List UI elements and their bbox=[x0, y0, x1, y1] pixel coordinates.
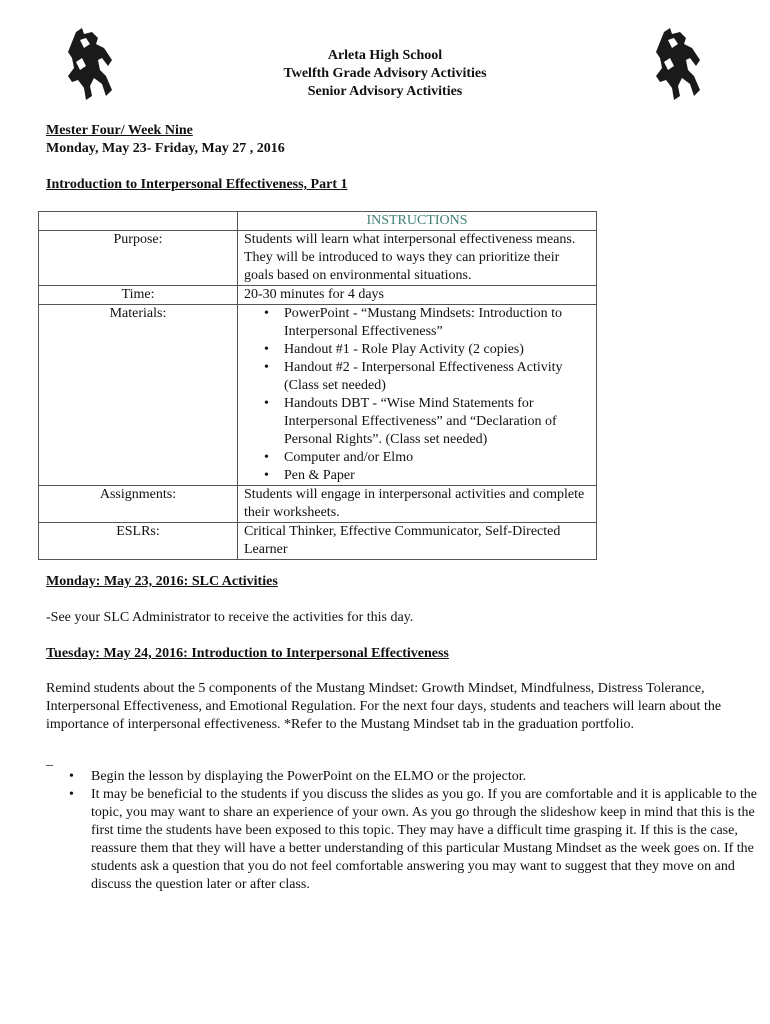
purpose-label: Purpose: bbox=[39, 231, 238, 286]
school-name: Arleta High School bbox=[327, 48, 443, 63]
list-item: • Handout #1 - Role Play Activity (2 copies) bbox=[284, 341, 590, 359]
monday-title: Monday: May 23, 2016: SLC Activities bbox=[46, 574, 278, 589]
table-row-eslrs bbox=[39, 523, 597, 560]
intro-title: Introduction to Interpersonal Effectiveness, Part 1 bbox=[46, 177, 348, 192]
table-row-materials bbox=[39, 305, 597, 486]
table-header-row bbox=[39, 212, 597, 231]
assignments-label: Assignments: bbox=[39, 486, 238, 523]
instructions-table bbox=[38, 211, 597, 560]
assignments-value: Students will engage in interpersonal activities and complete their worksheets. bbox=[238, 486, 597, 523]
eslrs-label: ESLRs: bbox=[39, 523, 238, 560]
grade-activities-title: Twelfth Grade Advisory Activities bbox=[283, 66, 487, 81]
materials-label: Materials: bbox=[39, 305, 238, 486]
mester-week: Mester Four/ Week Nine bbox=[46, 123, 193, 138]
list-item: • Pen & Paper bbox=[284, 467, 590, 485]
eslrs-value: Critical Thinker, Effective Communicator, Self-Directed Learner bbox=[238, 523, 597, 560]
dash-mark: _ bbox=[46, 753, 53, 768]
list-item: • Handout #2 - Interpersonal Effectiveness Activity (Class set needed) bbox=[284, 359, 590, 395]
materials-list bbox=[244, 305, 590, 485]
document-header bbox=[0, 47, 770, 101]
monday-text: -See your SLC Administrator to receive the activities for this day. bbox=[46, 610, 414, 625]
materials-value bbox=[238, 305, 597, 486]
purpose-value: Students will learn what interpersonal effectiveness means. They will be introduced to ways they can prioritize their goals based on environmental situations. bbox=[238, 231, 597, 286]
table-row-assignments bbox=[39, 486, 597, 523]
time-label: Time: bbox=[39, 286, 238, 305]
list-item: • Computer and/or Elmo bbox=[284, 449, 590, 467]
tuesday-title: Tuesday: May 24, 2016: Introduction to Interpersonal Effectiveness bbox=[46, 646, 449, 661]
list-item: • It may be beneficial to the students if you discuss the slides as you go. If you are comfortable and it is applicable to the topic, you may want to share an experience of your own. As you go through the slideshow keep in mind that this is the first time the students have been exposed to this topic. They may have a difficult time grasping it. If this is the case, reassure them that they will have a better understanding of this particular Mustang Mindset as the week goes on. If the students ask a question that you do not feel comfortable answering you may want to suggest that they move on and discuss the question later or after class. bbox=[91, 786, 770, 894]
list-item: • Begin the lesson by displaying the PowerPoint on the ELMO or the projector. bbox=[91, 768, 770, 786]
time-value: 20-30 minutes for 4 days bbox=[238, 286, 597, 305]
date-range: Monday, May 23- Friday, May 27 , 2016 bbox=[46, 141, 285, 156]
list-item: • PowerPoint - “Mustang Mindsets: Introduction to Interpersonal Effectiveness” bbox=[284, 305, 590, 341]
instructions-header: INSTRUCTIONS bbox=[238, 212, 597, 231]
table-row-time bbox=[39, 286, 597, 305]
table-row-purpose bbox=[39, 231, 597, 286]
senior-activities-title: Senior Advisory Activities bbox=[307, 84, 463, 99]
tuesday-paragraph: Remind students about the 5 components of the Mustang Mindset: Growth Mindset, Mindfulness, Distress Tolerance, Interpersonal Effectiveness, and Emotional Regulation. For the next four days, students and teachers will learn about the importance of interpersonal effectiveness. *Refer to the Mustang Mindset tab in the graduation portfolio. bbox=[46, 681, 722, 732]
lesson-bullets bbox=[46, 768, 770, 894]
list-item: • Handouts DBT - “Wise Mind Statements for Interpersonal Effectiveness” and “Declaration of Personal Rights”. (Class set needed) bbox=[284, 395, 590, 449]
